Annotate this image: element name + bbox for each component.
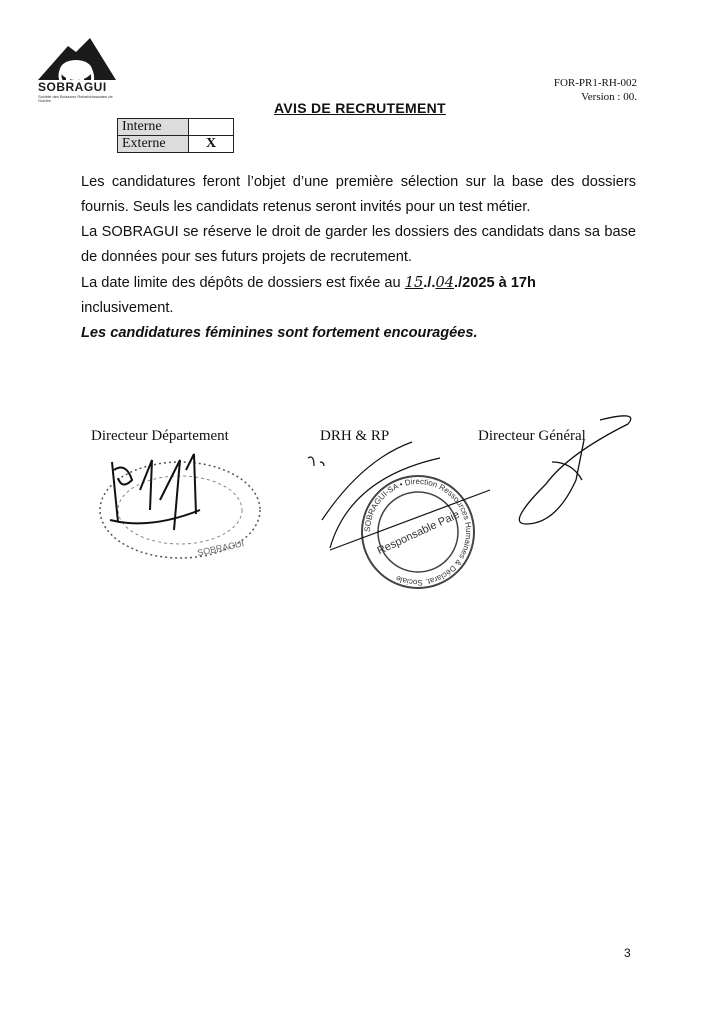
signature-title-drh: DRH & RP [320, 428, 390, 444]
doc-version: Version : 00. [581, 91, 637, 103]
department-signature-icon [110, 454, 200, 530]
recruitment-type-table [117, 118, 234, 153]
doc-ref-code: FOR-PR1-RH-002 [553, 77, 637, 89]
deadline-suffix: inclusivement. [81, 300, 174, 316]
drh-stamp-icon [362, 476, 474, 588]
signature-title-department: Directeur Département [91, 428, 229, 444]
company-logo-text: SOBRAGUI [38, 80, 107, 94]
document-reference [554, 76, 637, 104]
signature-title-dg: Directeur Général [478, 428, 586, 444]
paragraph-deadline [81, 270, 636, 321]
type-label: Externe [118, 136, 189, 153]
company-logo-subtitle: Société des Boissons Rafraîchissantes de Guinée [38, 94, 113, 103]
paragraph-encouragement: Les candidatures féminines sont fortement encouragées. [81, 325, 478, 341]
notice-body [81, 170, 636, 346]
type-mark [189, 119, 234, 136]
paragraph-selection: Les candidatures feront l’objet d’une première sélection sur la base des dossiers fournis. Seuls les candidats retenus seront invités pour un test métier. [81, 174, 636, 215]
type-mark: X [189, 136, 234, 153]
deadline-prefix: La date limite des dépôts de dossiers est fixée au [81, 275, 405, 291]
department-stamp-icon [100, 462, 260, 558]
department-stamp-text: SOBRAGUI [196, 538, 245, 558]
page-number: 3 [624, 946, 631, 960]
page-title: AVIS DE RECRUTEMENT [274, 100, 446, 116]
type-row-externe [118, 136, 234, 153]
svg-text:SOBRAGUI-SA • Direction Ressou [363, 477, 473, 587]
paragraph-database: La SOBRAGUI se réserve le droit de garder les dossiers des candidats dans sa base de données pour ses futurs projets de recrutement. [81, 224, 636, 265]
drh-signature-icon [308, 442, 490, 550]
type-row-interne [118, 119, 234, 136]
type-label: Interne [118, 119, 189, 136]
deadline-sep: ./. [423, 275, 436, 291]
deadline-month: 04 [435, 274, 455, 291]
drh-stamp-center-text: Responsable Paie [375, 508, 462, 558]
drh-stamp-ring-text: SOBRAGUI-SA • Direction Ressources Humaines & Déclarat. Sociale [362, 476, 474, 588]
deadline-date [405, 275, 536, 291]
deadline-day: 15 [404, 274, 424, 291]
deadline-year: ./2025 à 17h [454, 275, 536, 291]
